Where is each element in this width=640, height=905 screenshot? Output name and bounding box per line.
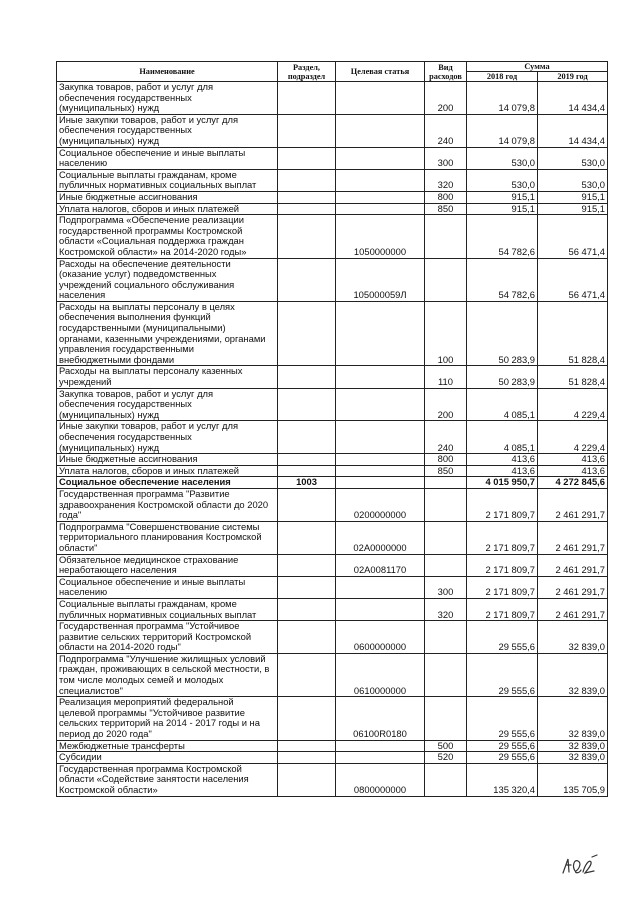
cell-y2019: 4 229,4	[538, 421, 608, 454]
cell-y2018: 2 171 809,7	[467, 598, 538, 620]
table-row	[57, 621, 608, 654]
cell-target	[336, 191, 425, 203]
cell-name: Иные закупки товаров, работ и услуг для обеспечения государственных (муниципальных) нужд	[57, 421, 278, 454]
header-section: Раздел, подраздел	[278, 62, 336, 82]
cell-target: 0610000000	[336, 653, 425, 696]
cell-target	[336, 477, 425, 489]
cell-y2019: 32 839,0	[538, 621, 608, 654]
cell-kind: 800	[425, 454, 467, 466]
cell-target	[336, 147, 425, 169]
table-row	[57, 763, 608, 796]
budget-table	[56, 61, 608, 797]
cell-section	[278, 598, 336, 620]
header-year-2019: 2019 год	[538, 72, 608, 82]
cell-y2019: 2 461 291,7	[538, 521, 608, 554]
table-row	[57, 147, 608, 169]
cell-y2018: 530,0	[467, 169, 538, 191]
cell-y2019: 2 461 291,7	[538, 576, 608, 598]
cell-y2019: 530,0	[538, 147, 608, 169]
cell-section	[278, 653, 336, 696]
cell-target	[336, 203, 425, 215]
cell-target	[336, 421, 425, 454]
cell-kind: 300	[425, 147, 467, 169]
cell-target: 02А0000000	[336, 521, 425, 554]
cell-section	[278, 576, 336, 598]
cell-y2018: 4 015 950,7	[467, 477, 538, 489]
cell-target: 0200000000	[336, 488, 425, 521]
cell-y2018: 915,1	[467, 203, 538, 215]
cell-y2018: 915,1	[467, 191, 538, 203]
cell-kind: 800	[425, 191, 467, 203]
cell-section	[278, 454, 336, 466]
cell-kind: 240	[425, 421, 467, 454]
cell-y2018: 50 283,9	[467, 301, 538, 366]
cell-section	[278, 465, 336, 477]
table-row	[57, 598, 608, 620]
table-row	[57, 169, 608, 191]
cell-target	[336, 576, 425, 598]
cell-kind: 320	[425, 169, 467, 191]
cell-name: Обязательное медицинское страхование неработающего населения	[57, 554, 278, 576]
header-kind: Вид расходов	[425, 62, 467, 82]
cell-section	[278, 763, 336, 796]
header-name: Наименование	[57, 62, 278, 82]
cell-section	[278, 147, 336, 169]
cell-y2019: 14 434,4	[538, 82, 608, 115]
cell-section	[278, 554, 336, 576]
cell-kind	[425, 521, 467, 554]
cell-y2018: 29 555,6	[467, 621, 538, 654]
cell-y2018: 2 171 809,7	[467, 488, 538, 521]
cell-kind	[425, 653, 467, 696]
cell-y2019: 4 229,4	[538, 388, 608, 421]
cell-y2019: 32 839,0	[538, 697, 608, 740]
cell-y2019: 4 272 845,6	[538, 477, 608, 489]
cell-target	[336, 82, 425, 115]
cell-y2018: 54 782,6	[467, 215, 538, 258]
cell-section	[278, 301, 336, 366]
cell-name: Подпрограмма "Улучшение жилищных условий граждан, проживающих в сельской местности, в том числе молодых семей и молодых специалистов"	[57, 653, 278, 696]
cell-name: Иные закупки товаров, работ и услуг для обеспечения государственных (муниципальных) нужд	[57, 114, 278, 147]
cell-kind: 500	[425, 740, 467, 752]
cell-y2018: 14 079,8	[467, 82, 538, 115]
cell-kind	[425, 697, 467, 740]
cell-target	[336, 598, 425, 620]
cell-name: Реализация мероприятий федеральной целевой программы "Устойчивое развитие сельских территорий на 2014 - 2017 годы и на период до 2020 года"	[57, 697, 278, 740]
cell-y2019: 135 705,9	[538, 763, 608, 796]
cell-y2018: 2 171 809,7	[467, 576, 538, 598]
cell-section	[278, 421, 336, 454]
cell-y2019: 2 461 291,7	[538, 488, 608, 521]
cell-y2019: 32 839,0	[538, 653, 608, 696]
cell-name: Социальное обеспечение и иные выплаты населению	[57, 576, 278, 598]
cell-target	[336, 114, 425, 147]
cell-section	[278, 82, 336, 115]
cell-section: 1003	[278, 477, 336, 489]
cell-name: Уплата налогов, сборов и иных платежей	[57, 203, 278, 215]
cell-kind: 520	[425, 752, 467, 764]
table-row	[57, 301, 608, 366]
cell-kind: 240	[425, 114, 467, 147]
cell-section	[278, 697, 336, 740]
cell-kind: 300	[425, 576, 467, 598]
cell-target: 105000059Л	[336, 258, 425, 301]
cell-y2018: 29 555,6	[467, 697, 538, 740]
cell-target: 02А0081170	[336, 554, 425, 576]
cell-y2019: 14 434,4	[538, 114, 608, 147]
cell-section	[278, 488, 336, 521]
cell-y2018: 54 782,6	[467, 258, 538, 301]
cell-kind: 850	[425, 203, 467, 215]
cell-section	[278, 169, 336, 191]
cell-kind	[425, 621, 467, 654]
handwritten-page-number	[561, 853, 601, 879]
table-header-row	[57, 62, 608, 72]
table-row	[57, 215, 608, 258]
table-row	[57, 388, 608, 421]
cell-y2018: 530,0	[467, 147, 538, 169]
table-row	[57, 697, 608, 740]
cell-name: Уплата налогов, сборов и иных платежей	[57, 465, 278, 477]
cell-y2019: 32 839,0	[538, 740, 608, 752]
table-row	[57, 740, 608, 752]
cell-target	[336, 388, 425, 421]
cell-kind: 200	[425, 82, 467, 115]
cell-name: Государственная программа "Развитие здравоохранения Костромской области до 2020 года"	[57, 488, 278, 521]
cell-y2018: 2 171 809,7	[467, 521, 538, 554]
cell-target	[336, 301, 425, 366]
cell-y2018: 4 085,1	[467, 421, 538, 454]
cell-name: Государственная программа Костромской области «Содействие занятости населения Костромской области»	[57, 763, 278, 796]
cell-y2019: 51 828,4	[538, 366, 608, 388]
cell-section	[278, 203, 336, 215]
cell-section	[278, 215, 336, 258]
header-year-2018: 2018 год	[467, 72, 538, 82]
cell-y2019: 51 828,4	[538, 301, 608, 366]
cell-section	[278, 114, 336, 147]
cell-y2019: 56 471,4	[538, 258, 608, 301]
cell-kind: 200	[425, 388, 467, 421]
cell-y2018: 413,6	[467, 454, 538, 466]
table-row	[57, 191, 608, 203]
cell-target	[336, 169, 425, 191]
table-row	[57, 421, 608, 454]
cell-y2019: 32 839,0	[538, 752, 608, 764]
cell-y2018: 29 555,6	[467, 752, 538, 764]
cell-name: Подпрограмма «Обеспечение реализации государственной программы Костромской области «Социальная поддержка граждан Костромской области» на 2014-2020 годы»	[57, 215, 278, 258]
cell-section	[278, 740, 336, 752]
cell-y2018: 413,6	[467, 465, 538, 477]
cell-name: Подпрограмма "Совершенствование системы территориального планирования Костромской области"	[57, 521, 278, 554]
cell-section	[278, 521, 336, 554]
cell-target	[336, 752, 425, 764]
cell-y2019: 413,6	[538, 465, 608, 477]
cell-y2018: 4 085,1	[467, 388, 538, 421]
cell-y2019: 530,0	[538, 169, 608, 191]
header-target: Целевая статья	[336, 62, 425, 82]
header-sum: Сумма	[467, 62, 608, 72]
cell-y2018: 29 555,6	[467, 653, 538, 696]
cell-name: Государственная программа "Устойчивое развитие сельских территорий Костромской области на 2014-2020 годы"	[57, 621, 278, 654]
cell-section	[278, 366, 336, 388]
cell-kind	[425, 554, 467, 576]
cell-kind: 320	[425, 598, 467, 620]
cell-y2018: 14 079,8	[467, 114, 538, 147]
cell-section	[278, 621, 336, 654]
cell-name: Социальные выплаты гражданам, кроме публичных нормативных социальных выплат	[57, 598, 278, 620]
cell-target	[336, 740, 425, 752]
table-row	[57, 465, 608, 477]
cell-kind	[425, 258, 467, 301]
cell-name: Иные бюджетные ассигнования	[57, 454, 278, 466]
cell-kind	[425, 488, 467, 521]
cell-name: Иные бюджетные ассигнования	[57, 191, 278, 203]
table-row	[57, 576, 608, 598]
cell-y2019: 915,1	[538, 203, 608, 215]
cell-name: Социальное обеспечение и иные выплаты населению	[57, 147, 278, 169]
table-row	[57, 114, 608, 147]
cell-y2018: 2 171 809,7	[467, 554, 538, 576]
cell-y2019: 915,1	[538, 191, 608, 203]
cell-name: Субсидии	[57, 752, 278, 764]
cell-name: Расходы на выплаты персоналу казенных учреждений	[57, 366, 278, 388]
cell-y2018: 135 320,4	[467, 763, 538, 796]
cell-section	[278, 191, 336, 203]
table-row	[57, 488, 608, 521]
cell-y2018: 29 555,6	[467, 740, 538, 752]
cell-section	[278, 388, 336, 421]
table-row	[57, 752, 608, 764]
cell-kind: 110	[425, 366, 467, 388]
table-row	[57, 454, 608, 466]
table-row	[57, 258, 608, 301]
table-row	[57, 203, 608, 215]
cell-target	[336, 454, 425, 466]
table-row	[57, 477, 608, 489]
cell-name: Межбюджетные трансферты	[57, 740, 278, 752]
cell-name: Расходы на обеспечение деятельности (оказание услуг) подведомственных учреждений социального обслуживания населения	[57, 258, 278, 301]
cell-target: 1050000000	[336, 215, 425, 258]
cell-kind	[425, 477, 467, 489]
cell-y2019: 2 461 291,7	[538, 598, 608, 620]
table-row	[57, 82, 608, 115]
cell-target	[336, 366, 425, 388]
cell-y2018: 50 283,9	[467, 366, 538, 388]
cell-kind: 850	[425, 465, 467, 477]
cell-kind: 100	[425, 301, 467, 366]
cell-section	[278, 258, 336, 301]
table-row	[57, 521, 608, 554]
cell-name: Закупка товаров, работ и услуг для обеспечения государственных (муниципальных) нужд	[57, 388, 278, 421]
cell-name: Расходы на выплаты персоналу в целях обеспечения выполнения функций государственными (муниципальными) органами, казенными учреждениями, органами управления государственными внебюджетными фондами	[57, 301, 278, 366]
cell-kind	[425, 763, 467, 796]
cell-section	[278, 752, 336, 764]
cell-name: Социальное обеспечение населения	[57, 477, 278, 489]
cell-target: 0800000000	[336, 763, 425, 796]
cell-y2019: 56 471,4	[538, 215, 608, 258]
table-body	[57, 82, 608, 797]
cell-y2019: 413,6	[538, 454, 608, 466]
table-row	[57, 554, 608, 576]
cell-target: 0600000000	[336, 621, 425, 654]
cell-kind	[425, 215, 467, 258]
table-row	[57, 653, 608, 696]
cell-y2019: 2 461 291,7	[538, 554, 608, 576]
cell-target	[336, 465, 425, 477]
cell-name: Закупка товаров, работ и услуг для обеспечения государственных (муниципальных) нужд	[57, 82, 278, 115]
cell-target: 06100R0180	[336, 697, 425, 740]
cell-name: Социальные выплаты гражданам, кроме публичных нормативных социальных выплат	[57, 169, 278, 191]
table-row	[57, 366, 608, 388]
